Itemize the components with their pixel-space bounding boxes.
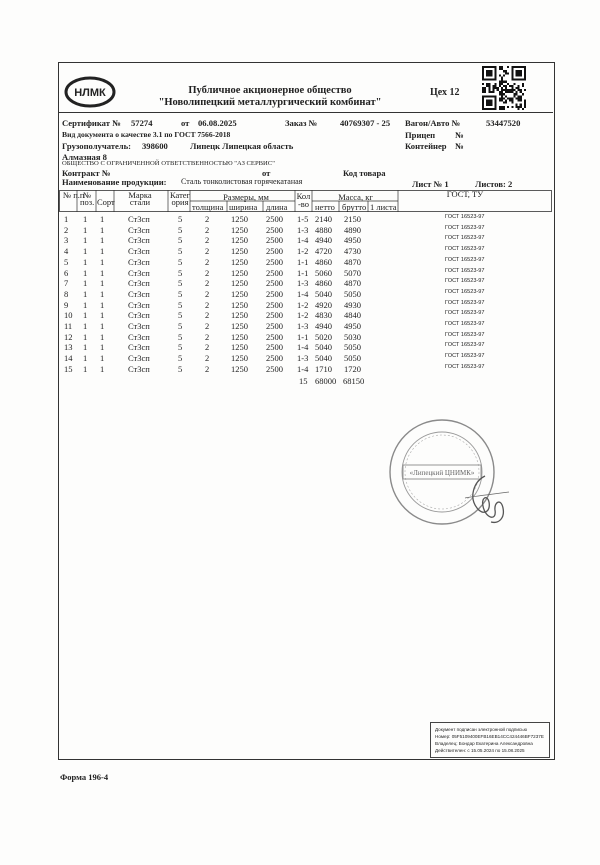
- cell-gross: 4890: [344, 224, 361, 235]
- cell-qty: 1-2: [297, 299, 309, 310]
- cell-qty: 1-1: [297, 331, 309, 342]
- cell-grade: Ст3сп: [128, 256, 150, 267]
- cell-net: 5040: [315, 288, 332, 299]
- product-code-label: Код товара: [343, 168, 386, 178]
- order-number: 40769307 - 25: [340, 118, 391, 128]
- cell-gost: ГОСТ 16523-97: [445, 267, 485, 274]
- cell-np: 10: [64, 310, 73, 321]
- th-gost: ГОСТ, ТУ: [446, 189, 484, 199]
- org-name-line2: "Новолипецкий металлургический комбинат": [158, 97, 382, 108]
- wagon-number: 53447520: [486, 118, 521, 128]
- cell-gross: 4950: [344, 321, 361, 331]
- sheets-total: Листов: 2: [475, 179, 513, 189]
- cell-pos: 1: [83, 331, 88, 342]
- cell-np: 15: [64, 363, 73, 374]
- cell-qty: 1-3: [297, 321, 309, 331]
- cell-category: 5: [178, 235, 183, 246]
- cell-length: 2500: [266, 299, 283, 310]
- cell-gost: ГОСТ 16523-97: [445, 246, 485, 253]
- cell-gross: 1720: [344, 363, 361, 374]
- cell-width: 1250: [231, 224, 248, 235]
- th-sort: Сорт: [97, 197, 115, 207]
- cell-gross: 4870: [344, 256, 361, 267]
- cell-net: 4940: [315, 321, 332, 331]
- cell-category: 5: [178, 278, 183, 289]
- cell-gross: 4950: [344, 235, 361, 246]
- cell-pos: 1: [83, 267, 88, 278]
- cell-gross: 5050: [344, 288, 361, 299]
- cell-category: 5: [178, 224, 183, 235]
- esig-line1: Документ подписан электронной подписью: [435, 727, 528, 732]
- cell-qty: 1-1: [297, 267, 309, 278]
- th-mass: Масса, кг: [338, 192, 373, 202]
- cell-sort: 1: [100, 246, 105, 257]
- cell-width: 1250: [231, 363, 248, 374]
- cell-gost: ГОСТ 16523-97: [445, 278, 485, 285]
- cell-qty: 1-2: [297, 310, 309, 321]
- contract-label: Контракт №: [62, 168, 111, 178]
- th-np: № п.п: [63, 190, 85, 200]
- th-width: ширина: [229, 202, 258, 212]
- cell-gross: 5070: [344, 267, 361, 278]
- cell-gost: ГОСТ 16523-97: [445, 288, 485, 295]
- cell-gross: 4840: [344, 310, 361, 321]
- cell-thickness: 2: [205, 256, 210, 267]
- cell-category: 5: [178, 214, 183, 224]
- electronic-signature-box: [430, 722, 550, 758]
- cell-np: 5: [64, 256, 69, 267]
- cell-net: 4860: [315, 256, 332, 267]
- cell-grade: Ст3сп: [128, 331, 150, 342]
- cell-grade: Ст3сп: [128, 321, 150, 331]
- cell-sort: 1: [100, 214, 105, 224]
- cell-np: 6: [64, 267, 69, 278]
- cell-pos: 1: [83, 235, 88, 246]
- cell-sort: 1: [100, 299, 105, 310]
- product-label: Наименование продукции:: [62, 177, 167, 187]
- cell-category: 5: [178, 310, 183, 321]
- cell-np: 12: [64, 331, 73, 342]
- cell-thickness: 2: [205, 331, 210, 342]
- cell-thickness: 2: [205, 321, 210, 331]
- consignee-city: Липецк Липецкая область: [190, 141, 294, 151]
- th-sizes: Размеры, мм: [223, 192, 269, 202]
- cell-net: 4860: [315, 278, 332, 289]
- form-number: Форма 196-4: [60, 772, 109, 782]
- cell-width: 1250: [231, 310, 248, 321]
- cell-thickness: 2: [205, 267, 210, 278]
- cell-gross: 5050: [344, 342, 361, 353]
- cell-category: 5: [178, 342, 183, 353]
- cell-sort: 1: [100, 224, 105, 235]
- cell-grade: Ст3сп: [128, 267, 150, 278]
- cell-width: 1250: [231, 331, 248, 342]
- cell-qty: 1-3: [297, 224, 309, 235]
- cell-gost: ГОСТ 16523-97: [445, 321, 485, 327]
- cert-date: 06.08.2025: [198, 118, 237, 128]
- cell-qty: 1-3: [297, 278, 309, 289]
- cell-qty: 1-4: [297, 363, 309, 374]
- cell-pos: 1: [83, 342, 88, 353]
- cell-sort: 1: [100, 256, 105, 267]
- cell-qty: 1-4: [297, 342, 309, 353]
- cell-width: 1250: [231, 288, 248, 299]
- cell-width: 1250: [231, 214, 248, 224]
- cell-length: 2500: [266, 363, 283, 374]
- cell-pos: 1: [83, 224, 88, 235]
- cell-grade: Ст3сп: [128, 353, 150, 364]
- cell-length: 2500: [266, 278, 283, 289]
- cell-sort: 1: [100, 235, 105, 246]
- cell-category: 5: [178, 321, 183, 331]
- cell-pos: 1: [83, 214, 88, 224]
- cell-thickness: 2: [205, 235, 210, 246]
- sheet-number: Лист № 1: [412, 179, 449, 189]
- cell-pos: 1: [83, 256, 88, 267]
- esig-line2: Номер: 05F5109400EFB16EB14CC424446BF7237E: [435, 734, 544, 739]
- cell-np: 11: [64, 321, 73, 331]
- cell-gost: ГОСТ 16523-97: [445, 235, 485, 242]
- trailer-number: №: [455, 130, 464, 140]
- cell-qty: 1-2: [297, 246, 309, 257]
- cell-thickness: 2: [205, 214, 210, 224]
- cell-net: 4720: [315, 246, 332, 257]
- cell-net: 4940: [315, 235, 332, 246]
- th-length: длина: [266, 202, 288, 212]
- container-number: №: [455, 141, 464, 151]
- wagon-label: Вагон/Авто №: [405, 118, 461, 128]
- cell-net: 5040: [315, 342, 332, 353]
- cell-pos: 1: [83, 288, 88, 299]
- cell-category: 5: [178, 331, 183, 342]
- cell-gross: 2150: [344, 214, 361, 224]
- cell-grade: Ст3сп: [128, 342, 150, 353]
- cell-length: 2500: [266, 224, 283, 235]
- cell-np: 2: [64, 224, 69, 235]
- shop-label: Цех 12: [430, 87, 460, 98]
- cell-gross: 4870: [344, 278, 361, 289]
- cell-category: 5: [178, 246, 183, 257]
- cell-np: 13: [64, 342, 73, 353]
- cell-width: 1250: [231, 256, 248, 267]
- cell-net: 4830: [315, 310, 332, 321]
- cell-qty: 1-4: [297, 235, 309, 246]
- consignee-code: 398600: [142, 141, 168, 151]
- cell-net: 5020: [315, 331, 332, 342]
- cell-gross: 4730: [344, 246, 361, 257]
- th-thickness: толщина: [192, 202, 224, 212]
- cell-pos: 1: [83, 299, 88, 310]
- esig-line3: Владелец: Бондар Екатерина Александровна: [435, 741, 533, 746]
- cell-thickness: 2: [205, 299, 210, 310]
- cell-grade: Ст3сп: [128, 278, 150, 289]
- cert-number: 57274: [131, 118, 153, 128]
- cell-qty: 1-4: [297, 288, 309, 299]
- cell-length: 2500: [266, 235, 283, 246]
- cell-width: 1250: [231, 235, 248, 246]
- th-qty: Кол-во: [296, 191, 311, 209]
- cell-length: 2500: [266, 310, 283, 321]
- contract-from: от: [262, 168, 271, 178]
- cell-gost: ГОСТ 16523-97: [445, 363, 485, 370]
- cell-category: 5: [178, 353, 183, 364]
- cert-label: Сертификат №: [62, 118, 121, 128]
- cell-grade: Ст3сп: [128, 246, 150, 257]
- cell-gross: 5050: [344, 353, 361, 364]
- th-grade: Марка стали: [128, 190, 152, 207]
- th-net: нетто: [315, 202, 335, 212]
- cell-sort: 1: [100, 310, 105, 321]
- cell-np: 9: [64, 299, 69, 310]
- cell-net: 5060: [315, 267, 332, 278]
- logo-text: НЛМК: [74, 87, 106, 99]
- total-net: 68000: [315, 376, 337, 386]
- cell-length: 2500: [266, 321, 283, 331]
- container-label: Контейнер: [405, 141, 447, 151]
- cell-gost: ГОСТ 16523-97: [445, 331, 485, 338]
- cell-grade: Ст3сп: [128, 214, 150, 224]
- cell-width: 1250: [231, 299, 248, 310]
- cell-sort: 1: [100, 342, 105, 353]
- cell-qty: 1-1: [297, 256, 309, 267]
- cell-net: 5040: [315, 353, 332, 364]
- cell-category: 5: [178, 363, 183, 374]
- th-pos: № поз.: [80, 190, 95, 207]
- cell-length: 2500: [266, 331, 283, 342]
- cell-pos: 1: [83, 246, 88, 257]
- cell-grade: Ст3сп: [128, 235, 150, 246]
- cell-grade: Ст3сп: [128, 363, 150, 374]
- nlmk-logo: [64, 74, 116, 110]
- cell-length: 2500: [266, 353, 283, 364]
- handwritten-signature: [455, 468, 515, 528]
- consignee-label: Грузополучатель:: [62, 141, 132, 151]
- cell-gost: ГОСТ 16523-97: [445, 214, 485, 220]
- cell-sort: 1: [100, 363, 105, 374]
- cell-width: 1250: [231, 278, 248, 289]
- company-name: ОБЩЕСТВО С ОГРАНИЧЕННОЙ ОТВЕТСТВЕННОСТЬЮ "АЗ СЕРВИС": [62, 160, 275, 167]
- cell-pos: 1: [83, 310, 88, 321]
- cell-np: 4: [64, 246, 69, 257]
- cell-qty: 1-3: [297, 353, 309, 364]
- cell-net: 1710: [315, 363, 332, 374]
- cell-net: 4920: [315, 299, 332, 310]
- cell-category: 5: [178, 267, 183, 278]
- th-gross: брутто: [342, 202, 367, 212]
- cell-category: 5: [178, 299, 183, 310]
- cell-width: 1250: [231, 267, 248, 278]
- cell-grade: Ст3сп: [128, 310, 150, 321]
- th-per-sheet: 1 листа: [370, 202, 397, 212]
- cell-sort: 1: [100, 353, 105, 364]
- cell-qty: 1-5: [297, 214, 309, 224]
- cell-gost: ГОСТ 16523-97: [445, 353, 485, 360]
- cell-sort: 1: [100, 321, 105, 331]
- cell-np: 3: [64, 235, 69, 246]
- cell-thickness: 2: [205, 246, 210, 257]
- cell-pos: 1: [83, 321, 88, 331]
- address: Алмазная 8: [62, 152, 107, 162]
- cell-width: 1250: [231, 321, 248, 331]
- cell-category: 5: [178, 288, 183, 299]
- header-divider: [58, 112, 553, 113]
- cell-net: 2140: [315, 214, 332, 224]
- cell-gost: ГОСТ 16523-97: [445, 256, 485, 263]
- cell-np: 14: [64, 353, 73, 364]
- cell-length: 2500: [266, 214, 283, 224]
- cell-thickness: 2: [205, 224, 210, 235]
- cell-pos: 1: [83, 353, 88, 364]
- cell-width: 1250: [231, 246, 248, 257]
- cell-width: 1250: [231, 353, 248, 364]
- cell-gost: ГОСТ 16523-97: [445, 310, 485, 317]
- cell-thickness: 2: [205, 353, 210, 364]
- doc-type: Вид документа о качестве 3.1 по ГОСТ 7566-2018: [62, 130, 231, 139]
- cell-gost: ГОСТ 16523-97: [445, 224, 485, 231]
- trailer-label: Прицеп: [405, 130, 436, 140]
- cell-pos: 1: [83, 278, 88, 289]
- order-label: Заказ №: [285, 118, 318, 128]
- cell-pos: 1: [83, 363, 88, 374]
- product-name: Сталь тонколистовая горячекатаная: [181, 177, 303, 186]
- qr-code: [482, 66, 526, 110]
- cell-thickness: 2: [205, 363, 210, 374]
- cell-gross: 4930: [344, 299, 361, 310]
- esig-line4: Действителен: с 15.05.2024 по 15.08.2025: [435, 748, 525, 753]
- date-label: от: [181, 118, 190, 128]
- cell-np: 1: [64, 214, 69, 224]
- cell-thickness: 2: [205, 288, 210, 299]
- cell-gross: 5030: [344, 331, 361, 342]
- cell-sort: 1: [100, 331, 105, 342]
- cell-length: 2500: [266, 246, 283, 257]
- total-gross: 68150: [343, 376, 365, 386]
- cell-np: 7: [64, 278, 69, 289]
- cell-gost: ГОСТ 16523-97: [445, 342, 485, 349]
- cell-length: 2500: [266, 256, 283, 267]
- cell-length: 2500: [266, 342, 283, 353]
- cell-width: 1250: [231, 342, 248, 353]
- total-qty: 15: [299, 376, 308, 386]
- cell-thickness: 2: [205, 310, 210, 321]
- cell-grade: Ст3сп: [128, 224, 150, 235]
- cell-gost: ГОСТ 16523-97: [445, 299, 485, 306]
- cell-length: 2500: [266, 288, 283, 299]
- stamp-text: «Липецкий ЦНИМК»: [409, 469, 475, 477]
- th-category: Категория: [169, 190, 191, 207]
- org-name-line1: Публичное акционерное общество: [188, 85, 352, 96]
- cell-net: 4880: [315, 224, 332, 235]
- cell-np: 8: [64, 288, 69, 299]
- cell-length: 2500: [266, 267, 283, 278]
- cell-sort: 1: [100, 288, 105, 299]
- cell-thickness: 2: [205, 342, 210, 353]
- cell-category: 5: [178, 256, 183, 267]
- cell-thickness: 2: [205, 278, 210, 289]
- cell-sort: 1: [100, 278, 105, 289]
- cell-grade: Ст3сп: [128, 299, 150, 310]
- cell-sort: 1: [100, 267, 105, 278]
- cell-grade: Ст3сп: [128, 288, 150, 299]
